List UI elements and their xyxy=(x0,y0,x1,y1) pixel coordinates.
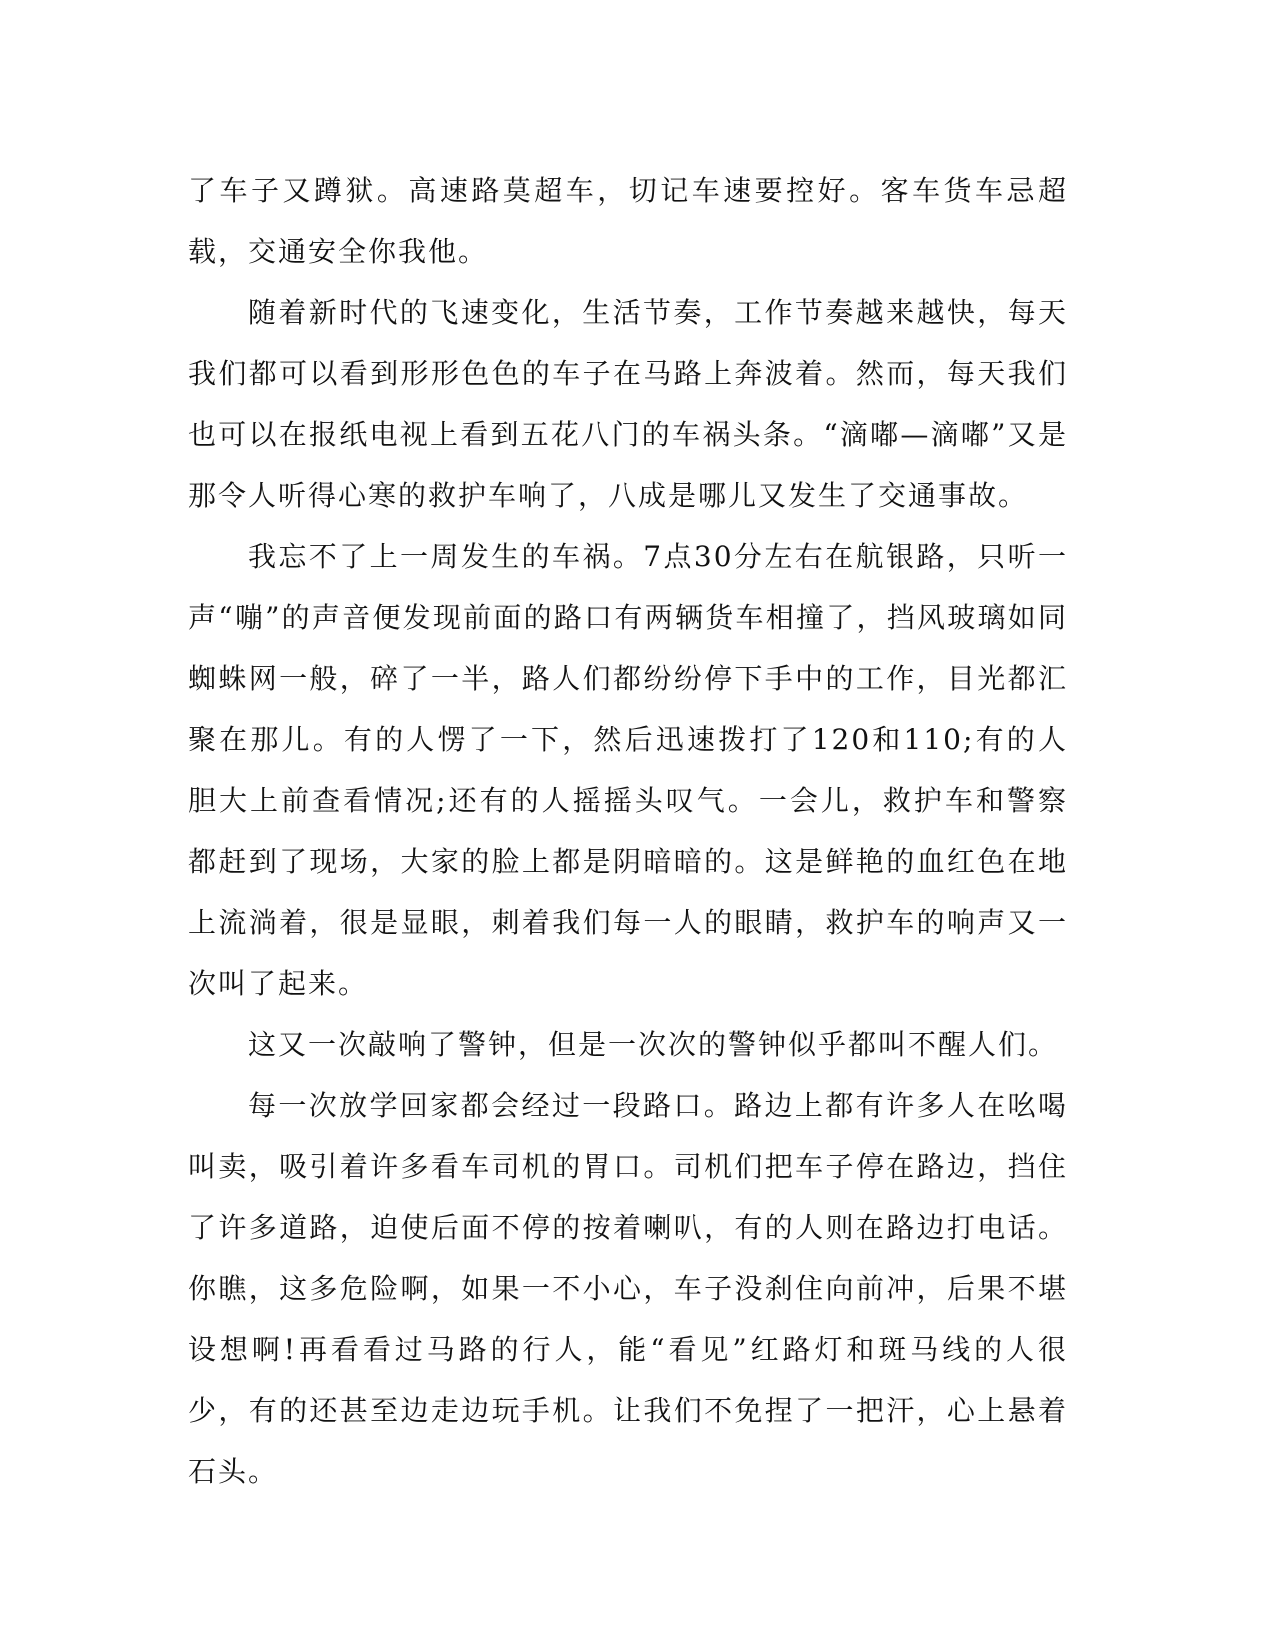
paragraph-5: 每一次放学回家都会经过一段路口。路边上都有许多人在吆喝叫卖，吸引着许多看车司机的胃口。司机们把车子停在路边，挡住了许多道路，迫使后面不停的按着喇叭，有的人则在路边打电话。你瞧，这多危险啊，如果一不小心，车子没刹住向前冲，后果不堪设想啊!再看看过马路的行人，能“看见”红路灯和斑马线的人很少，有的还甚至边走边玩手机。让我们不免捏了一把汗，心上悬着石头。 xyxy=(188,1089,1068,1488)
document-body xyxy=(188,160,1068,1502)
paragraph-4: 这又一次敲响了警钟，但是一次次的警钟似乎都叫不醒人们。 xyxy=(248,1028,1059,1061)
paragraph-1: 了车子又蹲狱。高速路莫超车，切记车速要控好。客车货车忌超载，交通安全你我他。 xyxy=(188,174,1068,268)
paragraph-3: 我忘不了上一周发生的车祸。7点30分左右在航银路，只听一声“嘣”的声音便发现前面的路口有两辆货车相撞了，挡风玻璃如同蜘蛛网一般，碎了一半，路人们都纷纷停下手中的工作，目光都汇聚在那儿。有的人愣了一下，然后迅速拨打了120和110;有的人胆大上前查看情况;还有的人摇摇头叹气。一会儿，救护车和警察都赶到了现场，大家的脸上都是阴暗暗的。这是鲜艳的血红色在地上流淌着，很是显眼，刺着我们每一人的眼睛，救护车的响声又一次叫了起来。 xyxy=(188,540,1068,1000)
paragraph-2: 随着新时代的飞速变化，生活节奏，工作节奏越来越快，每天我们都可以看到形形色色的车子在马路上奔波着。然而，每天我们也可以在报纸电视上看到五花八门的车祸头条。“滴嘟—滴嘟”又是那令人听得心寒的救护车响了，八成是哪儿又发生了交通事故。 xyxy=(188,296,1068,512)
